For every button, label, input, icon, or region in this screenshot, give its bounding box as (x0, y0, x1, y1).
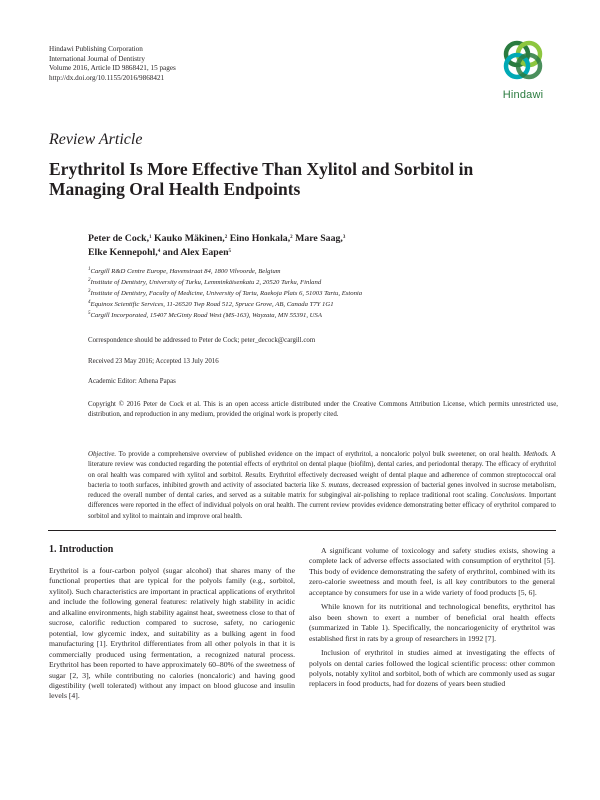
abstract-results-label: Results. (245, 471, 267, 479)
author-affiliation-mark: 2 (224, 235, 228, 240)
copyright-notice: Copyright © 2016 Peter de Cock et al. This is an open access article distributed under the Creative Commons Attribution License, which permits unrestricted use, distribution, and reproduction in any medium, provided the original work is properly cited. (88, 401, 558, 418)
affiliation-number: 5 (88, 311, 91, 316)
publisher-line: Hindawi Publishing Corporation (49, 45, 143, 53)
affiliation-list (88, 266, 548, 321)
author-name: Kauko Mäkinen, (153, 233, 225, 244)
author-list (88, 232, 528, 259)
author-name: Eino Honkala, (229, 233, 291, 244)
doi-link[interactable]: http://dx.doi.org/10.1155/2016/9868421 (49, 73, 165, 82)
body-column-left (49, 566, 295, 702)
correspondence-note: Correspondence should be addressed to Peter de Cock; peter_decock@cargill.com (88, 337, 316, 344)
article-type: Review Article (49, 131, 143, 148)
abstract-conclusions: Important differences were reported in the effect of individual polyols on oral health. The current review provides evidence demonstrating better efficacy of erythritol compared to sorbitol and xylitol to maintain and improve oral health. (88, 492, 556, 520)
abstract-divider (48, 530, 556, 531)
academic-editor: Academic Editor: Athena Papas (88, 378, 176, 385)
author-affiliation-mark: 3 (342, 235, 346, 240)
affiliation-number: 1 (88, 267, 91, 272)
affiliation-text: Cargill R&D Centre Europe, Havenstraat 84, 1800 Vilvoorde, Belgium (90, 268, 281, 275)
affiliation-text: Institute of Dentistry, University of Turku, Lemminkäisenkatu 2, 20520 Turku, Finland (90, 279, 322, 286)
author-name: Elke Kennepohl, (88, 246, 158, 258)
author-name: and Alex Eapen (162, 246, 229, 258)
abstract-species-name: S. mutans (321, 481, 349, 489)
affiliation (88, 299, 548, 310)
abstract-conclusions-label: Conclusions. (490, 492, 527, 500)
hindawi-logo-icon (501, 38, 545, 82)
body-paragraph: Inclusion of erythritol in studies aimed at investigating the effects of polyols on dental caries followed the logical scientific process: other common polyols, notably xylitol and sorbitol, both of which are commonly used as sugar replacers in food products, had for dozens of years been studied (309, 648, 555, 689)
affiliation-text: Equinox Scientific Services, 11-26520 Twp Road 512, Spruce Grove, AB, Canada T7Y 1G1 (90, 301, 334, 308)
author-affiliation-mark: 1 (149, 235, 152, 240)
author-affiliation-mark: 4 (157, 248, 161, 254)
abstract (88, 450, 556, 522)
received-accepted-dates: Received 23 May 2016; Accepted 13 July 2016 (88, 358, 219, 365)
abstract-methods-label: Methods. (523, 451, 549, 458)
section-title: Introduction (59, 544, 114, 555)
author-affiliation-mark: 2 (290, 235, 293, 240)
abstract-objective: To provide a comprehensive overview of published evidence on the impact of erythritol, a noncaloric polyol bulk sweetener, on oral health. (118, 451, 521, 458)
section-number: 1. (49, 544, 57, 555)
affiliation (88, 288, 548, 299)
author-name: Mare Saag, (295, 233, 343, 244)
body-column-right (309, 546, 555, 690)
affiliation-text: Cargill Incorporated, 15407 McGinty Road West (MS-163), Wayzata, MN 55391, USA (90, 312, 322, 319)
affiliation (88, 277, 548, 288)
section-heading (49, 544, 113, 555)
author-name: Peter de Cock, (88, 233, 150, 244)
journal-header (49, 45, 176, 83)
abstract-results: Erythritol effectively decreased weight of dental plaque and adherence of common streptococcal oral bacteria to tooth surfaces, inhibited growth and activity of associated bacteria like (88, 471, 556, 489)
affiliation (88, 310, 548, 321)
abstract-results-continued: , decreased expression of bacterial genes involved in sucrose metabolism, reduced the overall number of dental caries, and served as a suitable matrix for subgingival air-polishing to replace traditional root scaling. (88, 481, 556, 500)
volume-line: Volume 2016, Article ID 9868421, 15 pages (49, 64, 176, 73)
affiliation-number: 3 (88, 289, 91, 294)
body-paragraph: Erythritol is a four-carbon polyol (sugar alcohol) that shares many of the functional properties that are typical for the polyols family (e.g., sorbitol, xylitol). Such characteristics are important in practical applications of erythritol and include the following general features: relatively high stability in acidic and alkaline environments, high stability against heat, sweetness close to that of sucrose, calorific reduction compared to sucrose, safety, no cariogenic potential, low glycemic index, and suitability as a bulking agent in food manufacturing [1]. Erythritol differentiates from all other polyols in that it is commercially produced using fermentation, a recognized natural process. Erythritol has been reported to have approximately 60–80% of the sweetness of sugar [2, 3], while contributing no calories (noncaloric) and having good digestibility (well tolerated) without any impact on blood glucose and insulin levels [4]. (49, 566, 295, 701)
hindawi-logo (494, 38, 552, 101)
author-affiliation-mark: 5 (228, 248, 232, 254)
abstract-objective-label: Objective. (88, 451, 117, 458)
journal-line: International Journal of Dentistry (49, 54, 146, 63)
affiliation-number: 4 (88, 300, 91, 305)
affiliation (88, 266, 548, 277)
affiliation-number: 2 (88, 278, 91, 283)
hindawi-logo-text: Hindawi (502, 89, 544, 101)
abstract-methods: A literature review was conducted regarding the potential effects of erythritol on dental plaque (biofilm), dental caries, and periodontal therapy. The efficacy of erythritol on oral health was compared with xylitol and sorbitol. (88, 451, 556, 479)
article-title: Erythritol Is More Effective Than Xylitol and Sorbitol in Managing Oral Health Endpoints (49, 159, 474, 199)
body-paragraph: A significant volume of toxicology and safety studies exists, showing a complete lack of adverse effects associated with consumption of erythritol [5]. This body of evidence demonstrating the safety of erythritol, combined with its zero-calorie sweetness and mouth feel, is all key contributors to the general acceptance by consumers for use in a wide variety of food products [5, 6]. (309, 546, 555, 597)
body-paragraph: While known for its nutritional and technological benefits, erythritol has also been shown to exert a number of beneficial oral health effects (summarized in Table 1). Specifically, the noncariogenicity of erythritol was established first in rats by a group of researchers in 1992 [7]. (309, 602, 555, 643)
affiliation-text: Institute of Dentistry, Faculty of Medicine, University of Tartu, Raekoja Plats 6, 51003 Tartu, Estonia (90, 290, 363, 297)
